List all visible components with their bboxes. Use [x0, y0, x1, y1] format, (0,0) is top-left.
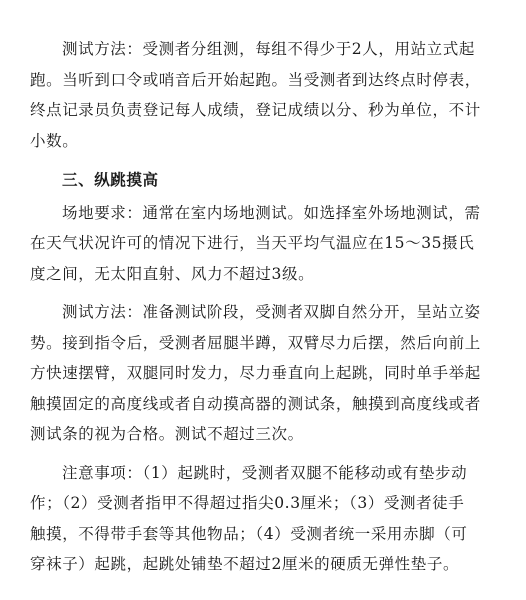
paragraph-line: 度之间，无太阳直射、风力不超过3级。: [30, 264, 315, 283]
paragraph-line: 势。接到指令后，受测者屈腿半蹲，双臂尽力后摆，然后向前上: [30, 333, 481, 352]
paragraph-line: 测试方法：准备测试阶段，受测者双脚自然分开，呈站立姿: [62, 303, 481, 321]
test-method-paragraph-jump: [30, 297, 496, 450]
paragraph-line: 在天气状况许可的情况下进行，当天平均气温应在15～35摄氏: [30, 234, 475, 252]
paragraph-line: 方快速摆臂，双腿同时发力，尽力垂直向上起跳，同时单手举起: [30, 364, 481, 382]
paragraph-gap: [30, 289, 496, 297]
paragraph-line: 触摸固定的高度线或者自动摸高器的测试条，触摸到高度线或者: [30, 394, 481, 413]
paragraph-line: 小数。: [30, 131, 79, 150]
test-method-paragraph-running: [30, 34, 496, 156]
venue-requirements-paragraph: [30, 198, 496, 290]
paragraph-line: 测试条的视为合格。测试不超过三次。: [30, 425, 304, 443]
paragraph-line: 注意事项：（1）起跳时，受测者双腿不能移动或有垫步动: [62, 463, 468, 482]
paragraph-gap: [30, 450, 496, 458]
paragraph-line: 跑。当听到口令或哨音后开始起跑。当受测者到达终点时停表，: [30, 70, 481, 89]
paragraph-line: 作；（2）受测者指甲不得超过指尖0.3厘米；（3）受测者徒手: [30, 494, 465, 512]
paragraph-line: 穿袜子）起跳，起跳处铺垫不超过2厘米的硬质无弹性垫子。: [30, 555, 460, 573]
paragraph-line: 终点记录员负责登记每人成绩，登记成绩以分、秒为单位，不计: [30, 101, 481, 119]
section-heading: 三、纵跳摸高: [62, 170, 159, 189]
paragraph-line: 测试方法：受测者分组测，每组不得少于2人，用站立式起: [62, 40, 475, 58]
notes-paragraph: [30, 458, 496, 580]
paragraph-line: 场地要求：通常在室内场地测试。如选择室外场地测试，需: [62, 203, 481, 222]
paragraph-line: 触摸，不得带手套等其他物品；（4）受测者统一采用赤脚（可: [30, 524, 468, 543]
